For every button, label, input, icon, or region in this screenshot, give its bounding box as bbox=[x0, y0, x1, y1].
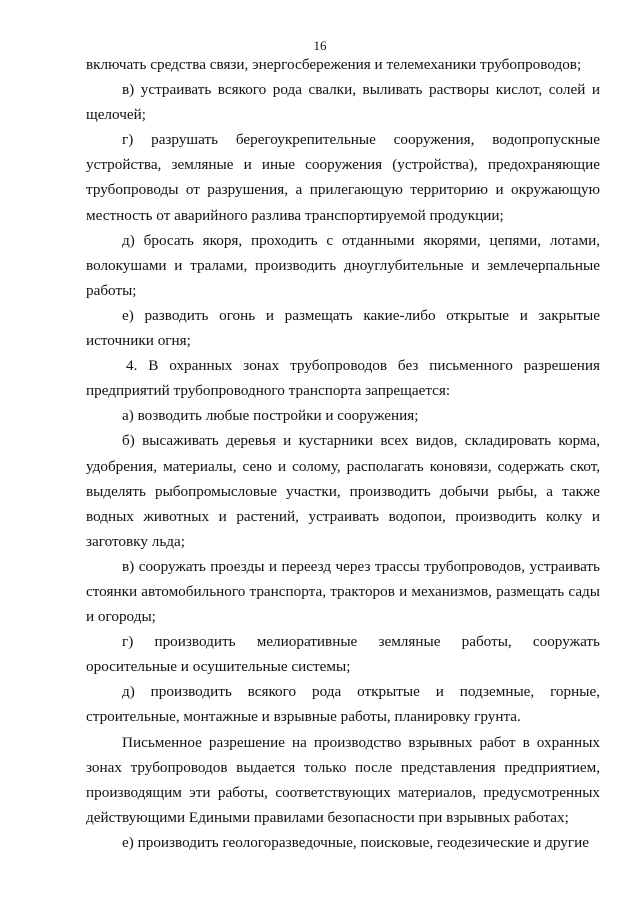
paragraph-item-g2: г) производить мелиоративные земляные работы, сооружать оросительные и осушительные системы; bbox=[86, 633, 600, 676]
paragraph-item-b: б) высаживать деревья и кустарники всех видов, складировать корма, удобрения, материалы, сено и солому, располагать коновязи, содержать скот, выделять рыбопромысловые участки, производить добычи рыбы, а также водных животных и растений, устраивать водопои, производить колку и заготовку льда; bbox=[86, 432, 600, 550]
paragraph-item-a: а) возводить любые постройки и сооружения; bbox=[122, 407, 419, 425]
paragraph-item-d2: д) производить всякого рода открытые и подземные, горные, строительные, монтажные и взрывные работы, планировку грунта. bbox=[86, 683, 600, 726]
paragraph-continuation: включать средства связи, энергосбережения и телемеханики трубопроводов; bbox=[86, 56, 582, 73]
paragraph-section-4: 4. В охранных зонах трубопроводов без письменного разрешения предприятий трубопроводного транспорта запрещается: bbox=[86, 357, 600, 400]
paragraph-item-v: в) устраивать всякого рода свалки, выливать растворы кислот, солей и щелочей; bbox=[86, 81, 600, 124]
paragraph-item-e: е) разводить огонь и размещать какие-либо открытые и закрытые источники огня; bbox=[86, 306, 600, 350]
paragraph-item-v2: в) сооружать проезды и переезд через трассы трубопроводов, устраивать стоянки автомобильного транспорта, тракторов и механизмов, размещать сады и огороды; bbox=[86, 557, 600, 626]
paragraph-item-e2: е) производить геологоразведочные, поисковые, геодезические и другие bbox=[122, 833, 589, 851]
document-body bbox=[86, 52, 600, 855]
page-number: 16 bbox=[313, 38, 327, 53]
paragraph-item-d: д) бросать якоря, проходить с отданными якорями, цепями, лотами, волокушами и тралами, производить дноуглубительные и землечерпальные работы; bbox=[86, 231, 600, 299]
paragraph-item-g: г) разрушать берегоукрепительные сооружения, водопропускные устройства, земляные и иные сооружения (устройства), предохраняющие трубопроводы от разрушения, а прилегающую территорию и окружающую местность от аварийного разлива транспортируемой продукции; bbox=[86, 131, 600, 224]
paragraph-written-permission: Письменное разрешение на производство взрывных работ в охранных зонах трубопроводов выдается только после представления предприятием, производящим эти работы, соответствующих материалов, предусмотренных действующими Едиными правилами безопасности при взрывных работах; bbox=[86, 733, 600, 826]
